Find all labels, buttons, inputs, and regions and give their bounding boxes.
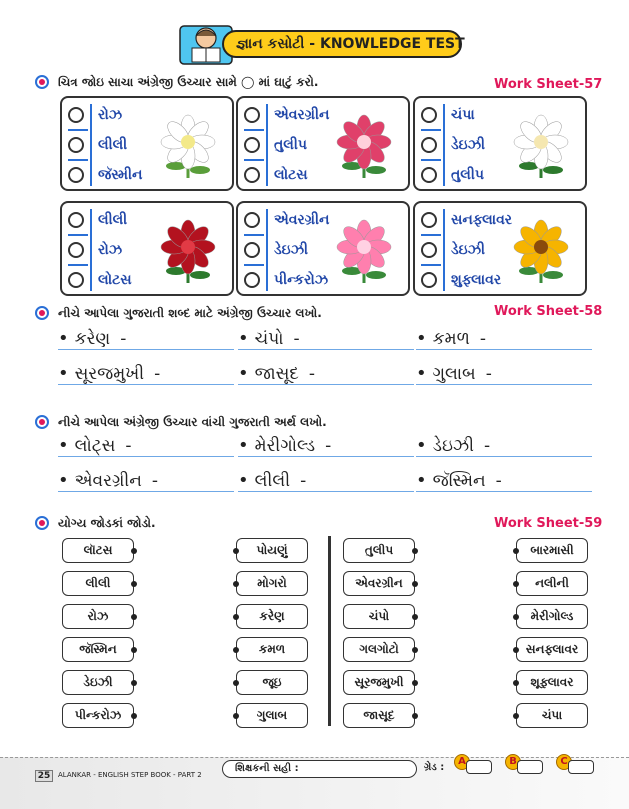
write-line[interactable] [58,330,234,350]
option-row[interactable] [244,161,308,189]
option-label: રોઝ [98,107,123,123]
section-bullet-icon [35,75,49,89]
bullet-dot: • [238,363,249,384]
bullet-dot: • [416,470,427,491]
match-dot[interactable] [131,548,137,554]
match-box[interactable]: સૂરજમુખી [343,670,415,695]
option-label: લોટસ [98,272,132,288]
prompt-word: કમળ [432,329,470,349]
answer-circle[interactable] [244,242,260,258]
option-row[interactable] [421,236,485,264]
match-box[interactable]: તુલીપ [343,538,415,563]
answer-circle[interactable] [68,107,84,123]
match-box[interactable]: જાસૂદ [343,703,415,728]
write-line[interactable] [416,365,592,385]
answer-circle[interactable] [68,212,84,228]
blank-dash: - [300,471,307,491]
answer-circle[interactable] [68,167,84,183]
match-dot[interactable] [233,680,239,686]
option-label: શુફ્લાવર [451,272,502,288]
ws58-instruction: નીચે આપેલા ગુજરાતી શબ્દ માટે અંગ્રેજી ઉચ્ચાર લખો. [58,306,322,320]
option-label: એવરગ્રીન [274,107,330,123]
prompt-word: લીલી [254,471,291,491]
ws59-instruction: યોગ્ય જોડકાં જોડો. [58,516,156,530]
match-dot[interactable] [131,713,137,719]
prompt-word: એવરગ્રીન [74,471,142,491]
match-box[interactable]: બારમાસી [516,538,588,563]
title-banner [178,18,466,68]
answer-circle[interactable] [244,167,260,183]
option-label: લીલી [98,212,128,228]
option-row[interactable] [68,236,122,264]
blank-dash: - [485,364,492,384]
write-line[interactable] [238,365,414,385]
sunflower-icon [501,215,581,289]
option-row[interactable] [421,131,485,159]
answer-circle[interactable] [244,137,260,153]
answer-circle[interactable] [244,272,260,288]
prompt-word: કરેણ [74,329,111,349]
grade-badge: C [556,754,572,770]
ws59-label: Work Sheet-59 [494,516,603,531]
match-dot[interactable] [412,647,418,653]
blank-dash: - [293,329,300,349]
match-box[interactable]: જૂઇ [236,670,308,695]
option-row[interactable] [244,236,308,264]
match-box[interactable]: કમળ [236,637,308,662]
option-label: રોઝ [98,242,123,258]
blank-dash: - [154,364,161,384]
match-dot[interactable] [233,548,239,554]
prompt-word: ગુલાબ [432,364,476,384]
blank-dash: - [151,471,159,491]
option-label: તુલીપ [274,137,307,153]
prompt-word: જાસૂદ [254,364,299,384]
match-dot[interactable] [513,680,519,686]
grade-badge: B [505,754,521,770]
write-line[interactable] [416,330,592,350]
option-row[interactable] [244,101,329,129]
write-line[interactable] [58,437,234,457]
option-row[interactable] [421,101,475,129]
match-box[interactable]: મોગરો [236,571,308,596]
match-box[interactable]: મેરીગોલ્ડ [516,604,588,629]
match-dot[interactable] [233,647,239,653]
answer-circle[interactable] [421,107,437,123]
flower-card [236,96,410,191]
grade-badge: A [454,754,470,770]
match-dot[interactable] [513,614,519,620]
option-label: જૅસ્મીન [98,167,143,183]
bullet-dot: • [238,470,249,491]
write-line[interactable] [416,437,592,457]
blank-dash: - [125,436,132,456]
option-row[interactable] [244,131,307,159]
match-box[interactable]: રોઝ [62,604,134,629]
option-label: ડેઇઝી [451,137,486,153]
flower-card [236,201,410,296]
blank-dash: - [325,436,332,456]
book-title: ALANKAR - ENGLISH STEP BOOK - PART 2 [58,771,202,779]
option-row[interactable] [421,266,501,294]
pink-rose-flower-icon [324,215,404,289]
ws57-instruction: ચિત્ર જોઇ સાચા અંગ્રેજી ઉચ્ચાર સામે ◯ માં ઘાટું કરો. [58,75,319,89]
option-row[interactable] [68,131,127,159]
grade-slot[interactable] [505,752,545,778]
section-bullet-icon [35,415,49,429]
match-divider [328,536,331,726]
match-dot[interactable] [513,713,519,719]
match-box[interactable]: ચંપો [343,604,415,629]
answer-circle[interactable] [244,107,260,123]
match-dot[interactable] [412,581,418,587]
bullet-dot: • [238,435,249,456]
write-line[interactable] [238,437,414,457]
match-box[interactable]: નલીની [516,571,588,596]
match-box[interactable]: સનફ્લાવર [516,637,588,662]
bullet-dot: • [58,470,69,491]
match-box[interactable]: લૉટસ [62,538,134,563]
match-box[interactable]: જૅસ્મિન [62,637,134,662]
option-label: લીલી [98,137,128,153]
match-box[interactable]: પીન્કરોઝ [62,703,134,728]
grade-box[interactable] [517,760,543,774]
option-label: ડેઇઝી [451,242,486,258]
match-dot[interactable] [513,647,519,653]
answer-circle[interactable] [421,212,437,228]
bullet-dot: • [416,435,427,456]
match-dot[interactable] [131,680,137,686]
match-box[interactable]: લીલી [62,571,134,596]
match-dot[interactable] [131,581,137,587]
tulip-flower-icon [324,110,404,184]
match-box[interactable]: ડેઇઝી [62,670,134,695]
match-dot[interactable] [412,713,418,719]
option-row[interactable] [421,161,484,189]
match-dot[interactable] [131,647,137,653]
grade-box[interactable] [568,760,594,774]
write-line[interactable] [238,330,414,350]
option-row[interactable] [244,206,329,234]
flower-card [413,96,587,191]
section-bullet-icon [35,306,49,320]
ws58-label: Work Sheet-58 [494,304,603,319]
match-box[interactable]: કરેણ [236,604,308,629]
match-box[interactable]: ગુલાબ [236,703,308,728]
match-dot[interactable] [233,581,239,587]
match-dot[interactable] [233,713,239,719]
prompt-word: લોટ્સ [74,436,116,456]
prompt-word: ડેઇઝી [432,436,474,456]
option-label: સનફ્લાવર [451,212,513,228]
prompt-word: સૂરજમુખી [74,364,145,384]
bullet-dot: • [238,328,249,349]
option-label: ચંપા [451,107,475,123]
write-line[interactable] [58,472,234,492]
answer-circle[interactable] [421,167,437,183]
match-dot[interactable] [412,680,418,686]
option-label: એવરગ્રીન [274,212,330,228]
rose-flower-icon [148,215,228,289]
prompt-word: મેરીગોલ્ડ [254,436,316,456]
blank-dash: - [308,364,316,384]
write-line[interactable] [416,472,592,492]
prompt-word: ચંપો [254,329,284,349]
write-line[interactable] [238,472,414,492]
answer-circle[interactable] [421,137,437,153]
match-box[interactable]: પોયણું [236,538,308,563]
grade-slot[interactable] [556,752,596,778]
page-number: 25 [35,770,53,782]
match-box[interactable]: ચંપા [516,703,588,728]
option-row[interactable] [421,206,512,234]
match-box[interactable]: એવરગ્રીન [343,571,415,596]
answer-circle[interactable] [421,272,437,288]
option-label: પીન્કરોઝ [274,272,329,288]
option-row[interactable] [68,266,132,294]
option-row[interactable] [244,266,328,294]
match-dot[interactable] [513,581,519,587]
answer-circle[interactable] [68,242,84,258]
bullet-dot: • [416,363,427,384]
teacher-sign-field[interactable]: શિક્ષકની સહી : [222,760,417,778]
grade-slot[interactable] [454,752,494,778]
answer-circle[interactable] [68,137,84,153]
bullet-dot: • [58,328,69,349]
meaning-instruction: નીચે આપેલા અંગ્રેજી ઉચ્ચાર વાંચી ગુજરાતી અર્થ લખો. [58,415,327,429]
bullet-dot: • [58,435,69,456]
blank-dash: - [495,471,502,491]
grade-box[interactable] [466,760,492,774]
match-dot[interactable] [233,614,239,620]
match-dot[interactable] [412,614,418,620]
bullet-dot: • [416,328,427,349]
option-row[interactable] [68,161,143,189]
option-label: તુલીપ [451,167,484,183]
ws57-label: Work Sheet-57 [494,77,603,92]
section-bullet-icon [35,516,49,530]
match-box[interactable]: ગલગોટો [343,637,415,662]
gardenia-flower-icon [501,110,581,184]
jasmine-flower-icon [148,110,228,184]
answer-circle[interactable] [421,242,437,258]
page-title: જ્ઞાન કસોટી - KNOWLEDGE TEST [222,30,462,58]
match-dot[interactable] [513,548,519,554]
blank-dash: - [120,329,127,349]
blank-dash: - [479,329,487,349]
answer-circle[interactable] [244,212,260,228]
flower-card [60,201,234,296]
flower-card [60,96,234,191]
prompt-word: જૅસ્મિન [432,471,486,491]
option-row[interactable] [68,206,127,234]
bullet-dot: • [58,363,69,384]
match-box[interactable]: શૂફ્લાવર [516,670,588,695]
match-dot[interactable] [131,614,137,620]
write-line[interactable] [58,365,234,385]
option-row[interactable] [68,101,122,129]
blank-dash: - [483,436,491,456]
grade-label: ગ્રેડ : [424,762,445,773]
option-label: ડેઇઝી [274,242,309,258]
option-label: લોટસ [274,167,308,183]
answer-circle[interactable] [68,272,84,288]
flower-card [413,201,587,296]
match-dot[interactable] [412,548,418,554]
